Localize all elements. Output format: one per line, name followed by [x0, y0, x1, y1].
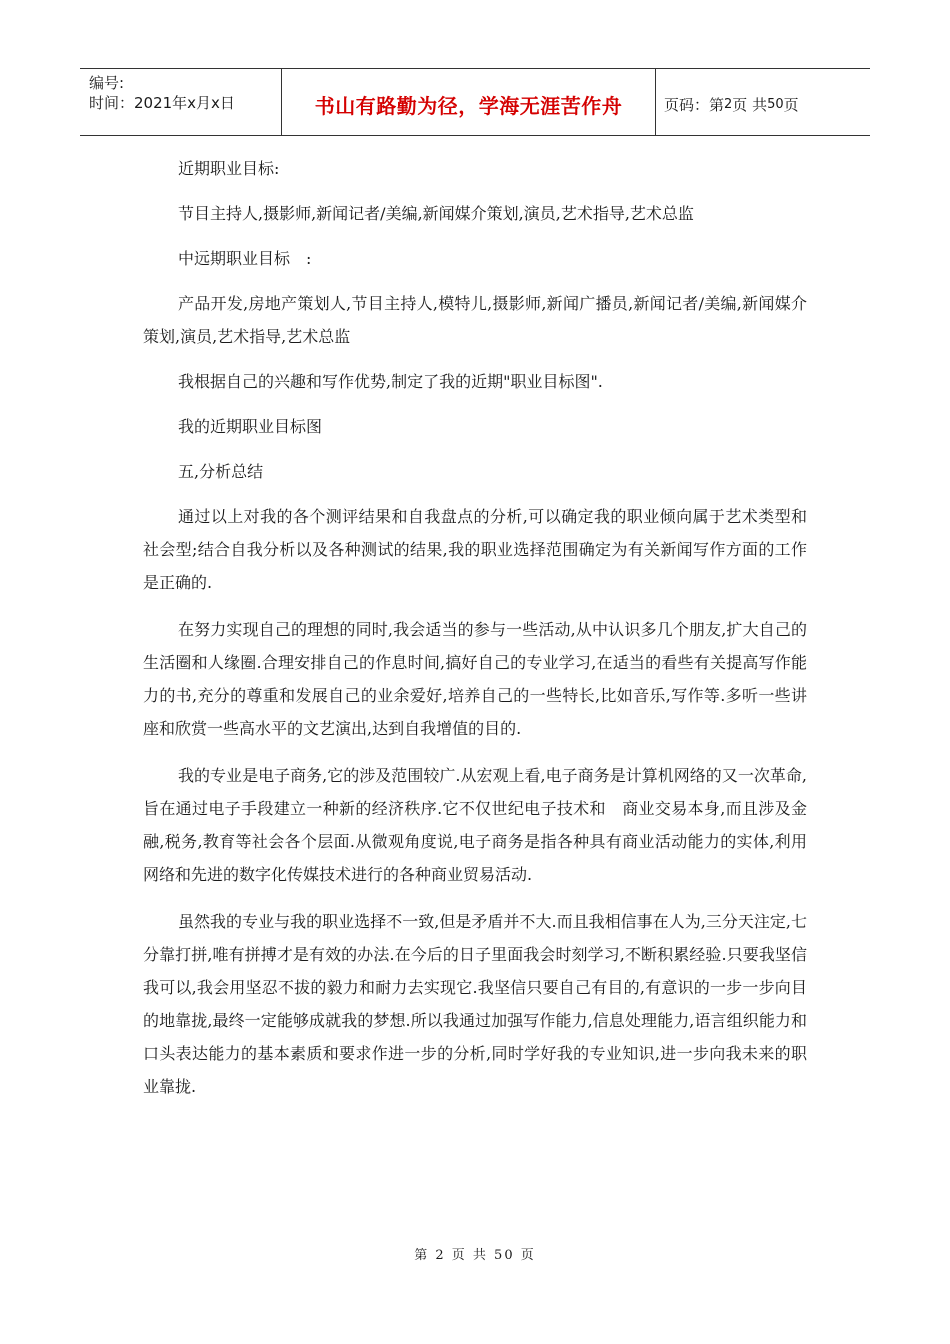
paragraph-long-term-list: 产品开发,房地产策划人,节目主持人,模特儿,摄影师,新闻广播员,新闻记者/美编,新闻媒介策划,演员,艺术指导,艺术总监 — [143, 294, 807, 346]
page-number: 2 — [724, 96, 733, 112]
header-motto: 书山有路勤为径，学海无涯苦作舟 — [314, 93, 623, 118]
page-mid: 页 共 — [732, 95, 768, 114]
paragraph-major: 我的专业是电子商务,它的涉及范围较广.从宏观上看,电子商务是计算机网络的又一次革命,旨在通过电子手段建立一种新的经济秩序.它不仅世纪电子技术和 商业交易本身,而且涉及金融,税务,教育等社会各个层面.从微观角度说,电子商务是指各种具有商业活动能力的实体,利用网络和先进的数字化传媒技术进行的各种商业贸易活动. — [143, 766, 807, 884]
paragraph-activities: 在努力实现自己的理想的同时,我会适当的参与一些活动,从中认识多几个朋友,扩大自己的生活圈和人缘圈.合理安排自己的作息时间,搞好自己的专业学习,在适当的看些有关提高写作能力的书,充分的尊重和发展自己的业余爱好,培养自己的一些特长,比如音乐,写作等.多听一些讲座和欣赏一些高水平的文艺演出,达到自我增值的目的. — [143, 620, 807, 738]
page-footer: 第 2 页 共 50 页 — [414, 1248, 536, 1263]
document-body — [143, 152, 807, 1103]
document-header — [80, 68, 870, 136]
page-suffix: 页 — [783, 95, 799, 114]
header-motto-cell — [282, 69, 656, 135]
page-prefix: 页码：第 — [664, 95, 725, 114]
date-label: 时间：2021年x月x日 — [89, 94, 235, 112]
paragraph-goal-chart-intro: 我根据自己的兴趣和写作优势,制定了我的近期"职业目标图". — [178, 372, 603, 391]
header-page-info — [656, 69, 870, 135]
paragraph-summary: 通过以上对我的各个测评结果和自我盘点的分析,可以确定我的职业倾向属于艺术类型和社会型;结合自我分析以及各种测试的结果,我的职业选择范围确定为有关新闻写作方面的工作是正确的. — [143, 507, 807, 592]
paragraph-goal-chart-title: 我的近期职业目标图 — [178, 417, 323, 436]
header-meta — [80, 69, 282, 135]
paragraph-near-term-list: 节目主持人,摄影师,新闻记者/美编,新闻媒介策划,演员,艺术指导,艺术总监 — [178, 204, 694, 223]
paragraph-conclusion: 虽然我的专业与我的职业选择不一致,但是矛盾并不大.而且我相信事在人为,三分天注定,七分靠打拼,唯有拼搏才是有效的办法.在今后的日子里面我会时刻学习,不断积累经验.只要我坚信我可以,我会用坚忍不拔的毅力和耐力去实现它.我坚信只要自己有目的,有意识的一步一步向目的地靠拢,最终一定能够成就我的梦想.所以我通过加强写作能力,信息处理能力,语言组织能力和口头表达能力的基本素质和要求作进一步的分析,同时学好我的专业知识,进一步向我未来的职业靠拢. — [143, 912, 807, 1096]
paragraph-long-term-heading: 中远期职业目标 : — [178, 249, 312, 268]
paragraph-near-term-heading: 近期职业目标: — [178, 159, 280, 178]
section-heading-summary: 五,分析总结 — [178, 462, 264, 481]
page-total: 50 — [767, 96, 784, 112]
number-label: 编号: — [89, 74, 125, 92]
